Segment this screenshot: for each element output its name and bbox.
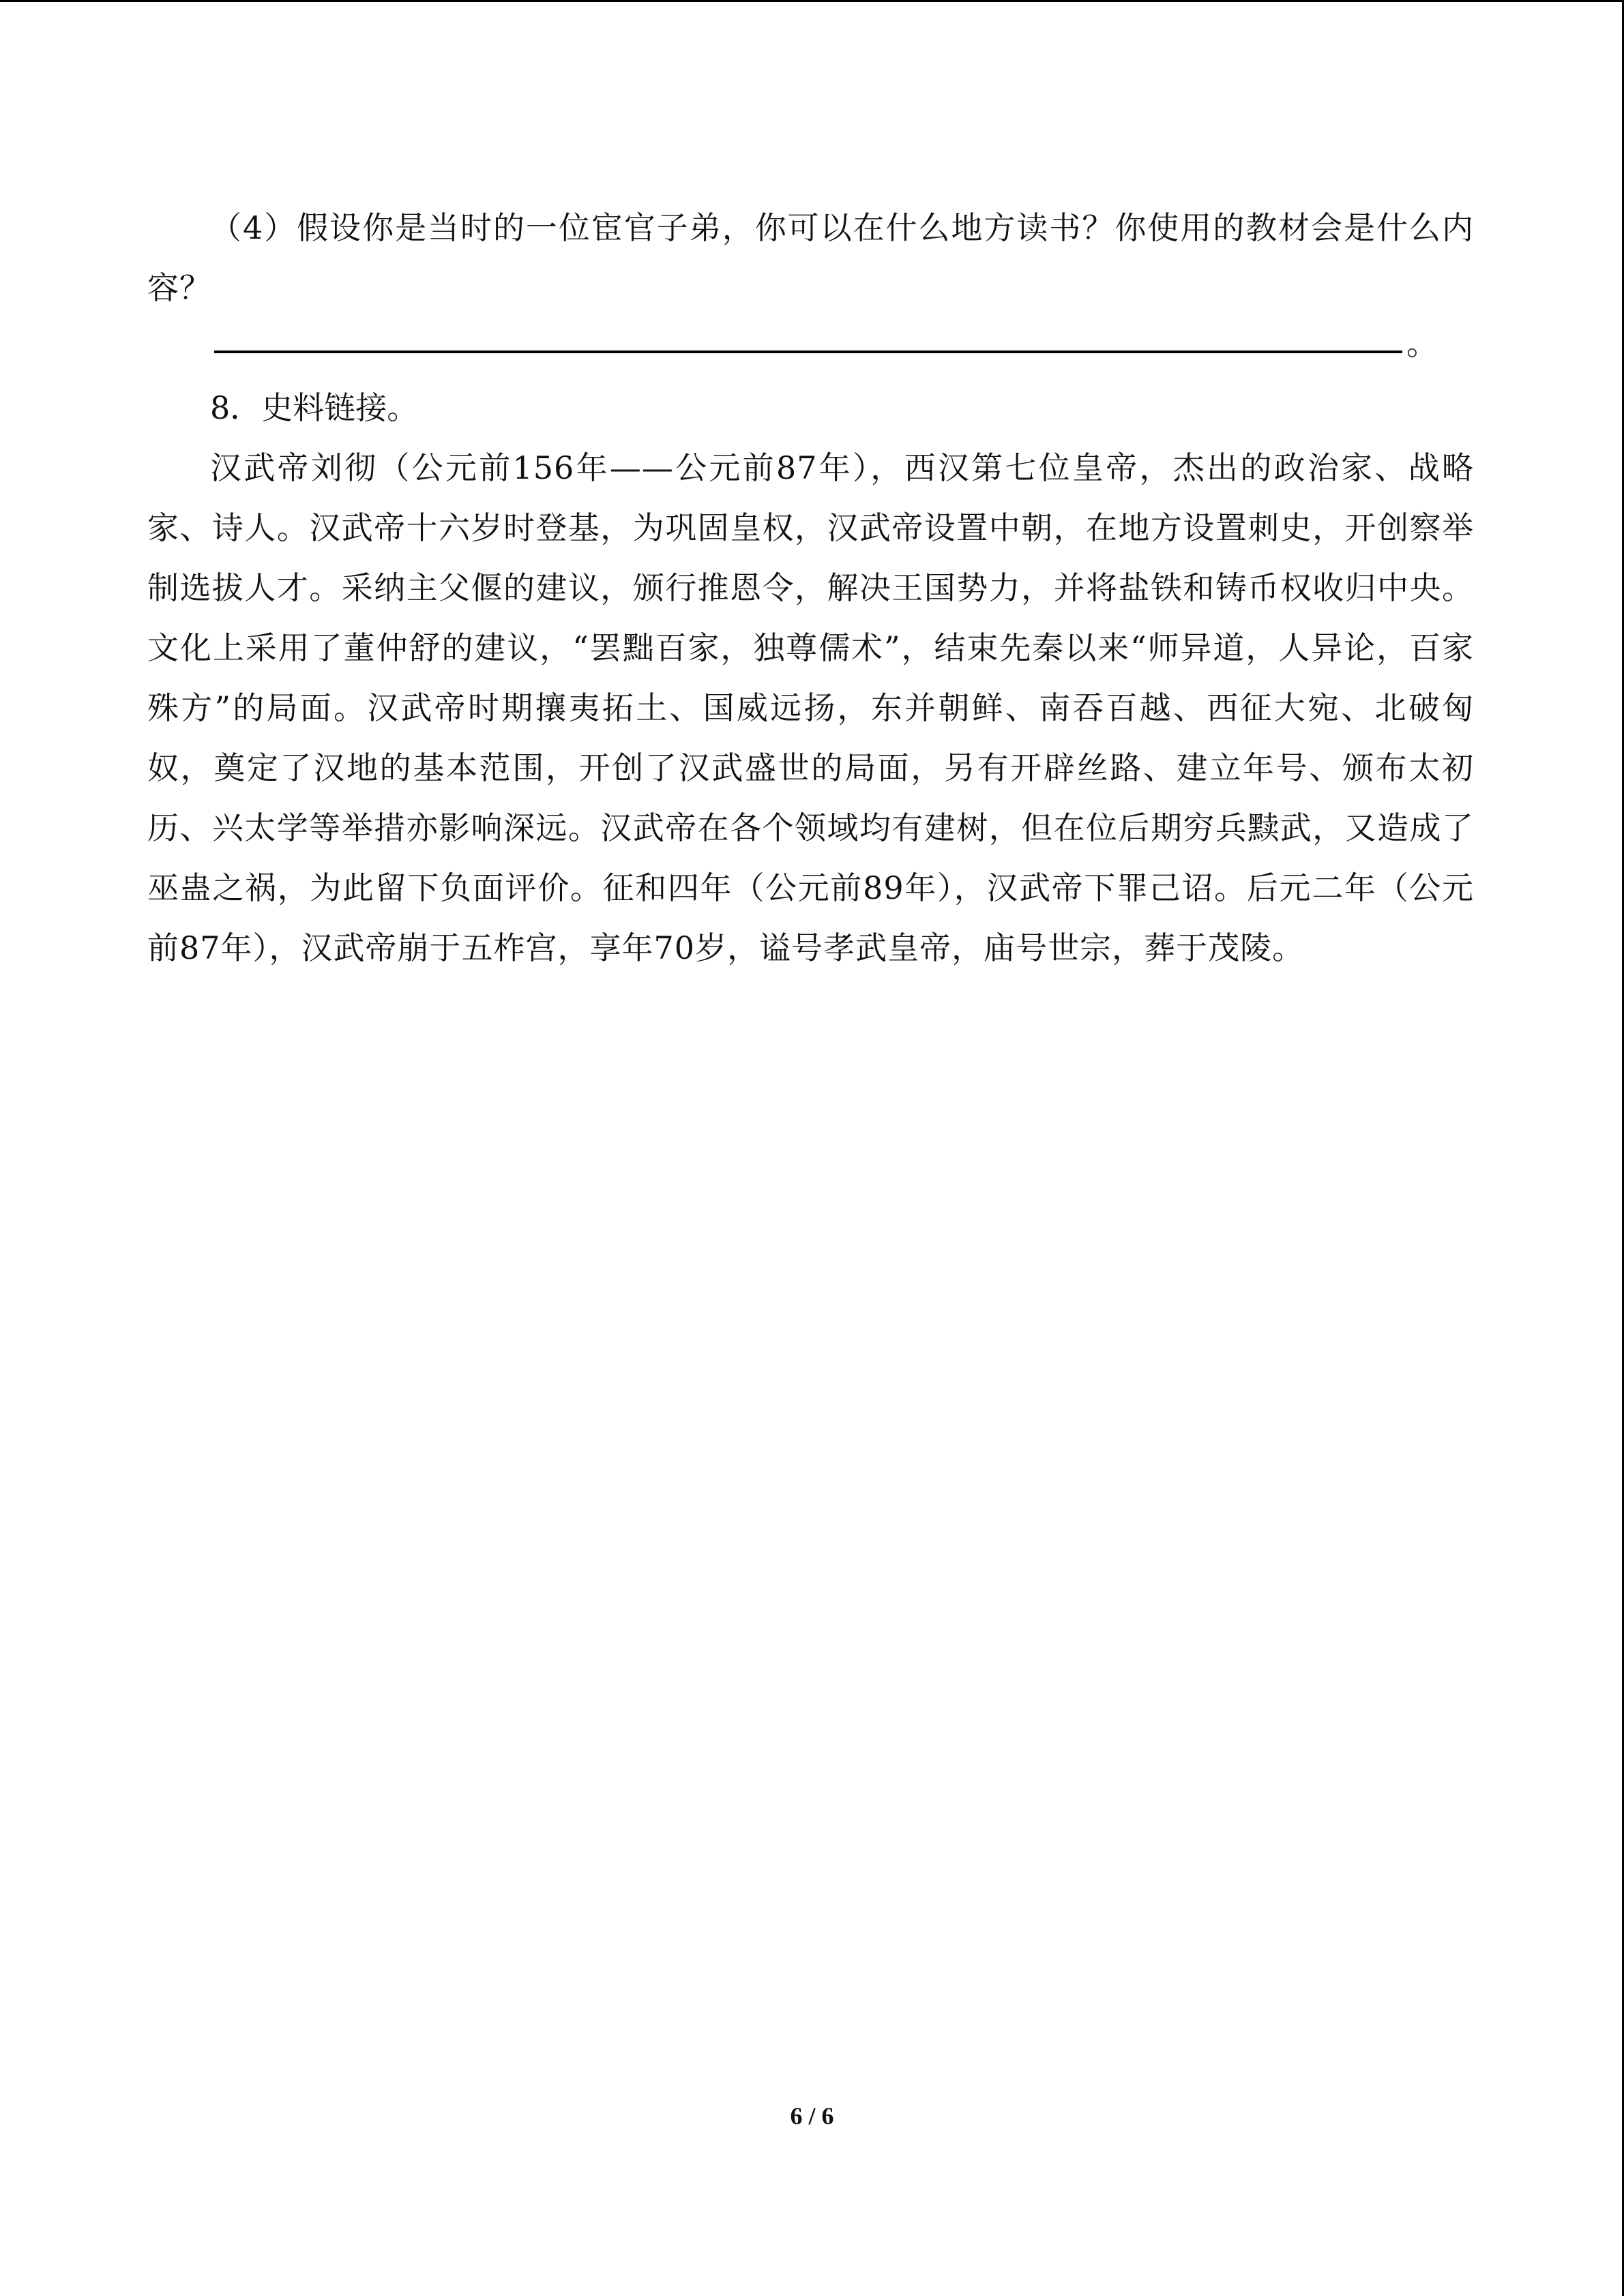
section-8-body: 汉武帝刘彻（公元前156年——公元前87年），西汉第七位皇帝，杰出的政治家、战略家、诗人。汉武帝十六岁时登基，为巩固皇权，汉武帝设置中朝，在地方设置刺史，开创察举制选拔人才。采纳主父偃的建议，颁行推恩令，解决王国势力，并将盐铁和铸币权收归中央。文化上采用了董仲舒的建议，“罢黜百家，独尊儒术”，结束先秦以来“师异道，人异论，百家殊方”的局面。汉武帝时期攘夷拓土、国威远扬，东并朝鲜、南吞百越、西征大宛、北破匈奴，奠定了汉地的基本范围，开创了汉武盛世的局面，另有开辟丝路、建立年号、颁布太初历、兴太学等举措亦影响深远。汉武帝在各个领域均有建树，但在位后期穷兵黩武，又造成了巫蛊之祸，为此留下负面评价。征和四年（公元前89年），汉武帝下罪己诏。后元二年（公元前87年），汉武帝崩于五柞宫，享年70岁，谥号孝武皇帝，庙号世宗，葬于茂陵。 xyxy=(147,449,1474,966)
document-content xyxy=(147,198,1474,978)
question-4-text: （4）假设你是当时的一位宦官子弟，你可以在什么地方读书？你使用的教材会是什么内容？ xyxy=(147,209,1474,306)
page-number: 6 / 6 xyxy=(790,2102,834,2130)
section-8-heading: 8．史料链接。 xyxy=(210,389,419,426)
answer-end-punctuation: 。 xyxy=(1406,325,1438,362)
answer-blank-line[interactable] xyxy=(214,351,1402,353)
answer-blank-row xyxy=(147,318,1474,378)
